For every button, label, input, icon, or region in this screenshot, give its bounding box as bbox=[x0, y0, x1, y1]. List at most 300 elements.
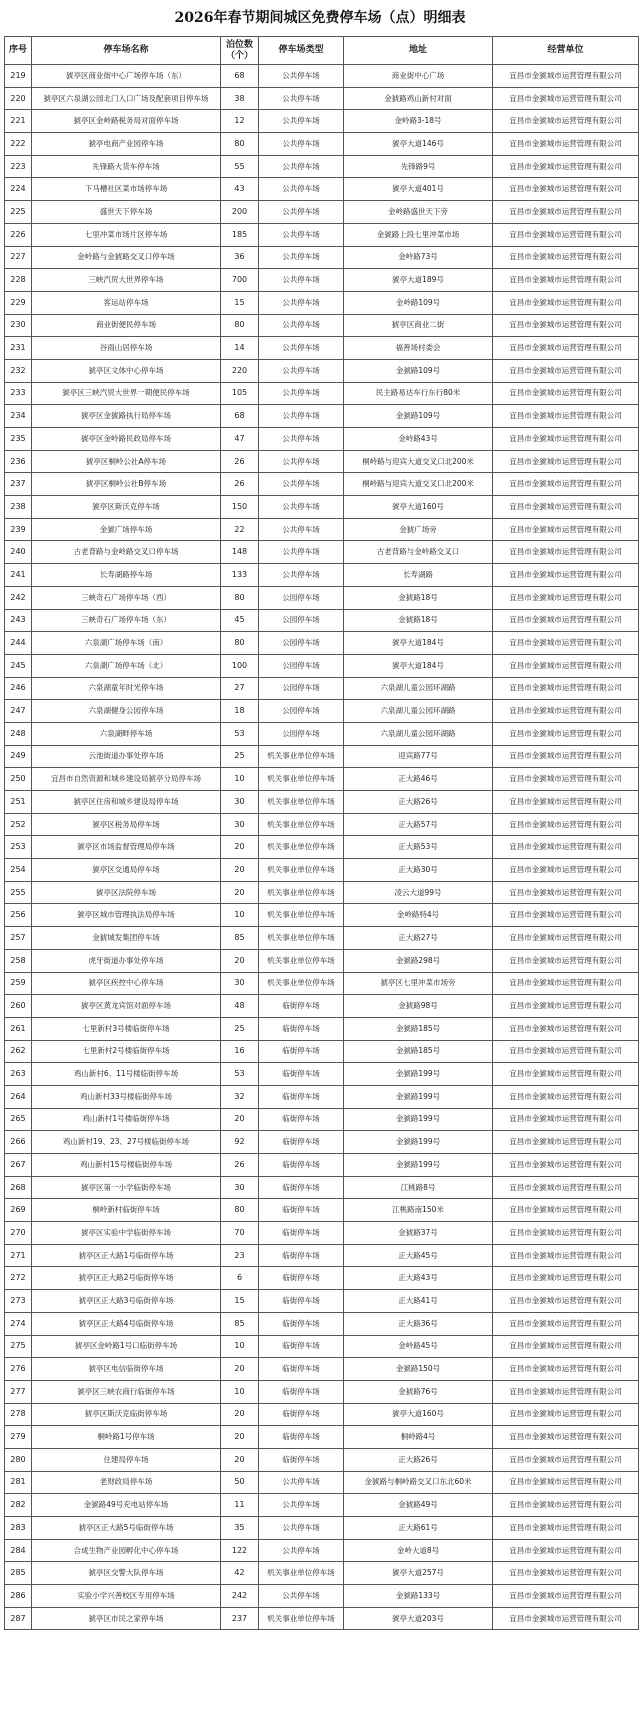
cell-address: 金岭路盛世天下旁 bbox=[344, 201, 493, 224]
table-row bbox=[5, 1017, 639, 1040]
cell-spaces: 43 bbox=[221, 178, 259, 201]
cell-type: 机关事业单位停车场 bbox=[259, 949, 344, 972]
cell-operator: 宜昌市金猇城市运营管理有限公司 bbox=[493, 722, 639, 745]
cell-index: 249 bbox=[5, 745, 32, 768]
cell-index: 286 bbox=[5, 1585, 32, 1608]
cell-operator: 宜昌市金猇城市运营管理有限公司 bbox=[493, 1244, 639, 1267]
cell-operator: 宜昌市金猇城市运营管理有限公司 bbox=[493, 1403, 639, 1426]
table-row bbox=[5, 65, 639, 88]
cell-name: 合成生物产业园孵化中心停车场 bbox=[32, 1539, 221, 1562]
cell-index: 260 bbox=[5, 995, 32, 1018]
header-index: 序号 bbox=[5, 37, 32, 65]
cell-spaces: 45 bbox=[221, 609, 259, 632]
cell-type: 临街停车场 bbox=[259, 1380, 344, 1403]
cell-operator: 宜昌市金猇城市运营管理有限公司 bbox=[493, 1585, 639, 1608]
table-row bbox=[5, 927, 639, 950]
cell-spaces: 10 bbox=[221, 1380, 259, 1403]
cell-type: 公园停车场 bbox=[259, 654, 344, 677]
cell-name: 猇亭区电信临街停车场 bbox=[32, 1358, 221, 1381]
cell-index: 264 bbox=[5, 1085, 32, 1108]
cell-address: 猇亭大道401号 bbox=[344, 178, 493, 201]
table-row bbox=[5, 1040, 639, 1063]
cell-type: 公共停车场 bbox=[259, 473, 344, 496]
table-row bbox=[5, 1312, 639, 1335]
cell-address: 金猇路199号 bbox=[344, 1154, 493, 1177]
cell-index: 243 bbox=[5, 609, 32, 632]
cell-address: 金岭路43号 bbox=[344, 428, 493, 451]
cell-operator: 宜昌市金猇城市运营管理有限公司 bbox=[493, 1131, 639, 1154]
cell-index: 245 bbox=[5, 654, 32, 677]
cell-spaces: 25 bbox=[221, 1017, 259, 1040]
cell-index: 250 bbox=[5, 768, 32, 791]
cell-spaces: 85 bbox=[221, 1312, 259, 1335]
cell-type: 临街停车场 bbox=[259, 995, 344, 1018]
table-row bbox=[5, 813, 639, 836]
table-row bbox=[5, 881, 639, 904]
cell-name: 猇亭区斯沃克停车场 bbox=[32, 496, 221, 519]
cell-spaces: 70 bbox=[221, 1222, 259, 1245]
table-row bbox=[5, 609, 639, 632]
cell-operator: 宜昌市金猇城市运营管理有限公司 bbox=[493, 1607, 639, 1630]
cell-operator: 宜昌市金猇城市运营管理有限公司 bbox=[493, 1199, 639, 1222]
cell-index: 259 bbox=[5, 972, 32, 995]
cell-operator: 宜昌市金猇城市运营管理有限公司 bbox=[493, 1267, 639, 1290]
cell-address: 金岭路73号 bbox=[344, 246, 493, 269]
cell-type: 公共停车场 bbox=[259, 1585, 344, 1608]
cell-index: 244 bbox=[5, 632, 32, 655]
cell-type: 公共停车场 bbox=[259, 359, 344, 382]
cell-spaces: 6 bbox=[221, 1267, 259, 1290]
cell-index: 265 bbox=[5, 1108, 32, 1131]
cell-index: 233 bbox=[5, 382, 32, 405]
cell-index: 252 bbox=[5, 813, 32, 836]
cell-type: 临街停车场 bbox=[259, 1358, 344, 1381]
cell-spaces: 23 bbox=[221, 1244, 259, 1267]
cell-operator: 宜昌市金猇城市运营管理有限公司 bbox=[493, 836, 639, 859]
cell-address: 金岭路45号 bbox=[344, 1335, 493, 1358]
cell-type: 机关事业单位停车场 bbox=[259, 1607, 344, 1630]
table-row bbox=[5, 1517, 639, 1540]
cell-spaces: 20 bbox=[221, 1448, 259, 1471]
cell-index: 227 bbox=[5, 246, 32, 269]
cell-type: 公共停车场 bbox=[259, 337, 344, 360]
cell-spaces: 10 bbox=[221, 904, 259, 927]
cell-name: 猇亭区金岭路税务局对面停车场 bbox=[32, 110, 221, 133]
cell-index: 228 bbox=[5, 269, 32, 292]
cell-type: 公共停车场 bbox=[259, 65, 344, 88]
table-row bbox=[5, 110, 639, 133]
cell-spaces: 105 bbox=[221, 382, 259, 405]
parking-table bbox=[4, 36, 639, 1630]
cell-name: 三峡奇石广场停车场（东） bbox=[32, 609, 221, 632]
cell-operator: 宜昌市金猇城市运营管理有限公司 bbox=[493, 87, 639, 110]
table-row bbox=[5, 1131, 639, 1154]
cell-address: 金猇广场旁 bbox=[344, 518, 493, 541]
cell-operator: 宜昌市金猇城市运营管理有限公司 bbox=[493, 337, 639, 360]
cell-type: 公共停车场 bbox=[259, 428, 344, 451]
cell-type: 公共停车场 bbox=[259, 1517, 344, 1540]
cell-address: 金猇路18号 bbox=[344, 609, 493, 632]
cell-operator: 宜昌市金猇城市运营管理有限公司 bbox=[493, 564, 639, 587]
cell-operator: 宜昌市金猇城市运营管理有限公司 bbox=[493, 405, 639, 428]
cell-operator: 宜昌市金猇城市运营管理有限公司 bbox=[493, 1290, 639, 1313]
cell-address: 猇亭大道184号 bbox=[344, 654, 493, 677]
cell-index: 236 bbox=[5, 450, 32, 473]
cell-type: 临街停车场 bbox=[259, 1403, 344, 1426]
cell-name: 金猇路49号充电站停车场 bbox=[32, 1494, 221, 1517]
cell-operator: 宜昌市金猇城市运营管理有限公司 bbox=[493, 1063, 639, 1086]
cell-type: 公共停车场 bbox=[259, 518, 344, 541]
cell-spaces: 242 bbox=[221, 1585, 259, 1608]
cell-type: 临街停车场 bbox=[259, 1017, 344, 1040]
cell-address: 金岭路109号 bbox=[344, 291, 493, 314]
cell-address: 金猇路鸡山新村对面 bbox=[344, 87, 493, 110]
cell-spaces: 35 bbox=[221, 1517, 259, 1540]
cell-name: 六泉湖畔停车场 bbox=[32, 722, 221, 745]
cell-name: 宜昌市自然资源和城乡建设局猇亭分局停车场 bbox=[32, 768, 221, 791]
cell-type: 公共停车场 bbox=[259, 87, 344, 110]
cell-operator: 宜昌市金猇城市运营管理有限公司 bbox=[493, 291, 639, 314]
cell-address: 金猇路上段七里冲菜市场 bbox=[344, 223, 493, 246]
cell-spaces: 20 bbox=[221, 1358, 259, 1381]
cell-name: 猇亭区市民之家停车场 bbox=[32, 1607, 221, 1630]
cell-address: 猇亭大道160号 bbox=[344, 496, 493, 519]
cell-type: 机关事业单位停车场 bbox=[259, 836, 344, 859]
cell-index: 230 bbox=[5, 314, 32, 337]
cell-index: 278 bbox=[5, 1403, 32, 1426]
cell-name: 猇亭区三峡汽贸大世界一期便民停车场 bbox=[32, 382, 221, 405]
cell-name: 猇亭电商产业园停车场 bbox=[32, 133, 221, 156]
cell-operator: 宜昌市金猇城市运营管理有限公司 bbox=[493, 201, 639, 224]
cell-address: 金猇路109号 bbox=[344, 359, 493, 382]
table-row bbox=[5, 428, 639, 451]
cell-operator: 宜昌市金猇城市运营管理有限公司 bbox=[493, 745, 639, 768]
cell-name: 住建局停车场 bbox=[32, 1448, 221, 1471]
cell-type: 机关事业单位停车场 bbox=[259, 881, 344, 904]
cell-type: 公共停车场 bbox=[259, 133, 344, 156]
table-row bbox=[5, 745, 639, 768]
cell-spaces: 50 bbox=[221, 1471, 259, 1494]
cell-address: 金猇路185号 bbox=[344, 1017, 493, 1040]
table-row bbox=[5, 541, 639, 564]
table-row bbox=[5, 178, 639, 201]
cell-spaces: 12 bbox=[221, 110, 259, 133]
cell-name: 老财政局停车场 bbox=[32, 1471, 221, 1494]
cell-address: 桐岭路4号 bbox=[344, 1426, 493, 1449]
cell-operator: 宜昌市金猇城市运营管理有限公司 bbox=[493, 450, 639, 473]
cell-operator: 宜昌市金猇城市运营管理有限公司 bbox=[493, 359, 639, 382]
cell-address: 猇亭大道160号 bbox=[344, 1403, 493, 1426]
cell-operator: 宜昌市金猇城市运营管理有限公司 bbox=[493, 1494, 639, 1517]
cell-operator: 宜昌市金猇城市运营管理有限公司 bbox=[493, 1176, 639, 1199]
cell-address: 商业街中心广场 bbox=[344, 65, 493, 88]
cell-name: 盛世天下停车场 bbox=[32, 201, 221, 224]
cell-spaces: 10 bbox=[221, 1335, 259, 1358]
cell-index: 263 bbox=[5, 1063, 32, 1086]
cell-operator: 宜昌市金猇城市运营管理有限公司 bbox=[493, 927, 639, 950]
table-row bbox=[5, 1290, 639, 1313]
cell-spaces: 80 bbox=[221, 133, 259, 156]
cell-name: 猇亭区疾控中心停车场 bbox=[32, 972, 221, 995]
cell-operator: 宜昌市金猇城市运营管理有限公司 bbox=[493, 768, 639, 791]
cell-type: 公共停车场 bbox=[259, 246, 344, 269]
cell-address: 桐岭路与迎宾大道交叉口北200米 bbox=[344, 473, 493, 496]
cell-type: 公共停车场 bbox=[259, 382, 344, 405]
cell-type: 公共停车场 bbox=[259, 110, 344, 133]
cell-operator: 宜昌市金猇城市运营管理有限公司 bbox=[493, 1380, 639, 1403]
cell-index: 221 bbox=[5, 110, 32, 133]
cell-name: 谷雨山居停车场 bbox=[32, 337, 221, 360]
cell-type: 公共停车场 bbox=[259, 1471, 344, 1494]
cell-spaces: 36 bbox=[221, 246, 259, 269]
cell-index: 257 bbox=[5, 927, 32, 950]
cell-type: 公共停车场 bbox=[259, 291, 344, 314]
cell-index: 251 bbox=[5, 791, 32, 814]
cell-index: 276 bbox=[5, 1358, 32, 1381]
cell-address: 六泉湖儿童公园环湖路 bbox=[344, 700, 493, 723]
cell-name: 三峡奇石广场停车场（西） bbox=[32, 586, 221, 609]
cell-address: 金猇路109号 bbox=[344, 405, 493, 428]
cell-type: 临街停车场 bbox=[259, 1040, 344, 1063]
cell-operator: 宜昌市金猇城市运营管理有限公司 bbox=[493, 654, 639, 677]
cell-index: 261 bbox=[5, 1017, 32, 1040]
cell-spaces: 133 bbox=[221, 564, 259, 587]
cell-index: 262 bbox=[5, 1040, 32, 1063]
cell-operator: 宜昌市金猇城市运营管理有限公司 bbox=[493, 859, 639, 882]
cell-operator: 宜昌市金猇城市运营管理有限公司 bbox=[493, 223, 639, 246]
cell-index: 237 bbox=[5, 473, 32, 496]
page-title: 2026年春节期间城区免费停车场（点）明细表 bbox=[174, 10, 466, 26]
table-row bbox=[5, 1539, 639, 1562]
table-row bbox=[5, 314, 639, 337]
cell-index: 281 bbox=[5, 1471, 32, 1494]
cell-name: 猇亭区交通局停车场 bbox=[32, 859, 221, 882]
cell-operator: 宜昌市金猇城市运营管理有限公司 bbox=[493, 609, 639, 632]
cell-operator: 宜昌市金猇城市运营管理有限公司 bbox=[493, 1108, 639, 1131]
table-row bbox=[5, 133, 639, 156]
cell-operator: 宜昌市金猇城市运营管理有限公司 bbox=[493, 110, 639, 133]
cell-spaces: 85 bbox=[221, 927, 259, 950]
cell-name: 桐岭路1号停车场 bbox=[32, 1426, 221, 1449]
cell-index: 246 bbox=[5, 677, 32, 700]
cell-spaces: 30 bbox=[221, 813, 259, 836]
cell-address: 金猇路199号 bbox=[344, 1108, 493, 1131]
cell-spaces: 30 bbox=[221, 1176, 259, 1199]
cell-spaces: 48 bbox=[221, 995, 259, 1018]
table-row bbox=[5, 1494, 639, 1517]
cell-operator: 宜昌市金猇城市运营管理有限公司 bbox=[493, 791, 639, 814]
cell-name: 猇亭区六泉湖公园北门入口广场及配套项目停车场 bbox=[32, 87, 221, 110]
cell-name: 猇亭区桐岭公社A停车场 bbox=[32, 450, 221, 473]
cell-address: 桐岭路与迎宾大道交叉口北200米 bbox=[344, 450, 493, 473]
cell-index: 223 bbox=[5, 155, 32, 178]
cell-address: 金猇路49号 bbox=[344, 1494, 493, 1517]
cell-operator: 宜昌市金猇城市运营管理有限公司 bbox=[493, 1085, 639, 1108]
header-type: 停车场类型 bbox=[259, 37, 344, 65]
cell-spaces: 38 bbox=[221, 87, 259, 110]
cell-type: 临街停车场 bbox=[259, 1131, 344, 1154]
cell-index: 282 bbox=[5, 1494, 32, 1517]
table-row bbox=[5, 405, 639, 428]
cell-index: 287 bbox=[5, 1607, 32, 1630]
header-address: 地址 bbox=[344, 37, 493, 65]
cell-address: 猇亭大道146号 bbox=[344, 133, 493, 156]
cell-address: 正大路53号 bbox=[344, 836, 493, 859]
cell-type: 临街停车场 bbox=[259, 1244, 344, 1267]
cell-operator: 宜昌市金猇城市运营管理有限公司 bbox=[493, 496, 639, 519]
table-row bbox=[5, 337, 639, 360]
cell-name: 长寿湖路停车场 bbox=[32, 564, 221, 587]
cell-operator: 宜昌市金猇城市运营管理有限公司 bbox=[493, 1335, 639, 1358]
cell-name: 六泉湖广场停车场（南） bbox=[32, 632, 221, 655]
cell-address: 江桃路8号 bbox=[344, 1176, 493, 1199]
table-row bbox=[5, 1176, 639, 1199]
table-row bbox=[5, 359, 639, 382]
cell-address: 正大路43号 bbox=[344, 1267, 493, 1290]
cell-address: 猇亭大道203号 bbox=[344, 1607, 493, 1630]
cell-index: 275 bbox=[5, 1335, 32, 1358]
cell-address: 金岭路3-18号 bbox=[344, 110, 493, 133]
cell-operator: 宜昌市金猇城市运营管理有限公司 bbox=[493, 1539, 639, 1562]
cell-address: 六泉湖儿童公园环湖路 bbox=[344, 722, 493, 745]
cell-operator: 宜昌市金猇城市运营管理有限公司 bbox=[493, 949, 639, 972]
cell-index: 284 bbox=[5, 1539, 32, 1562]
cell-address: 猇亭大道189号 bbox=[344, 269, 493, 292]
table-row bbox=[5, 949, 639, 972]
cell-spaces: 18 bbox=[221, 700, 259, 723]
cell-operator: 宜昌市金猇城市运营管理有限公司 bbox=[493, 65, 639, 88]
cell-name: 猇亭区文体中心停车场 bbox=[32, 359, 221, 382]
cell-spaces: 30 bbox=[221, 791, 259, 814]
cell-type: 公共停车场 bbox=[259, 201, 344, 224]
cell-spaces: 55 bbox=[221, 155, 259, 178]
cell-address: 福善场村委会 bbox=[344, 337, 493, 360]
cell-index: 240 bbox=[5, 541, 32, 564]
cell-operator: 宜昌市金猇城市运营管理有限公司 bbox=[493, 995, 639, 1018]
cell-address: 猇亭区商业二街 bbox=[344, 314, 493, 337]
cell-address: 正大路46号 bbox=[344, 768, 493, 791]
cell-index: 229 bbox=[5, 291, 32, 314]
table-row bbox=[5, 1607, 639, 1630]
table-row bbox=[5, 473, 639, 496]
cell-spaces: 47 bbox=[221, 428, 259, 451]
table-row bbox=[5, 586, 639, 609]
cell-name: 猇亭区斯沃克临街停车场 bbox=[32, 1403, 221, 1426]
cell-index: 272 bbox=[5, 1267, 32, 1290]
cell-type: 公共停车场 bbox=[259, 314, 344, 337]
table-row bbox=[5, 1585, 639, 1608]
cell-address: 金猇路与桐岭路交叉口东北60米 bbox=[344, 1471, 493, 1494]
cell-operator: 宜昌市金猇城市运营管理有限公司 bbox=[493, 1358, 639, 1381]
table-row bbox=[5, 632, 639, 655]
cell-name: 金猇广场停车场 bbox=[32, 518, 221, 541]
table-row bbox=[5, 1471, 639, 1494]
cell-address: 猇亭区七里冲菜市场旁 bbox=[344, 972, 493, 995]
cell-address: 金猇路18号 bbox=[344, 586, 493, 609]
cell-address: 金岭路特4号 bbox=[344, 904, 493, 927]
cell-index: 273 bbox=[5, 1290, 32, 1313]
cell-address: 正大路45号 bbox=[344, 1244, 493, 1267]
cell-type: 机关事业单位停车场 bbox=[259, 904, 344, 927]
cell-name: 鸡山新村33号楼临街停车场 bbox=[32, 1085, 221, 1108]
cell-spaces: 68 bbox=[221, 65, 259, 88]
cell-index: 231 bbox=[5, 337, 32, 360]
cell-type: 公共停车场 bbox=[259, 178, 344, 201]
cell-spaces: 68 bbox=[221, 405, 259, 428]
cell-name: 猇亭区商业街中心广场停车场（东） bbox=[32, 65, 221, 88]
cell-type: 临街停车场 bbox=[259, 1176, 344, 1199]
cell-name: 猇亭区黄龙宾馆对面停车场 bbox=[32, 995, 221, 1018]
cell-name: 鸡山新村19、23、27号楼临街停车场 bbox=[32, 1131, 221, 1154]
cell-operator: 宜昌市金猇城市运营管理有限公司 bbox=[493, 700, 639, 723]
header-spaces: 泊位数 （个） bbox=[221, 37, 259, 65]
cell-index: 239 bbox=[5, 518, 32, 541]
cell-name: 猇亭区正大路1号临街停车场 bbox=[32, 1244, 221, 1267]
cell-name: 云池街道办事处停车场 bbox=[32, 745, 221, 768]
table-row bbox=[5, 972, 639, 995]
cell-spaces: 26 bbox=[221, 450, 259, 473]
cell-type: 公共停车场 bbox=[259, 496, 344, 519]
cell-spaces: 92 bbox=[221, 1131, 259, 1154]
cell-spaces: 100 bbox=[221, 654, 259, 677]
cell-index: 279 bbox=[5, 1426, 32, 1449]
table-row bbox=[5, 1426, 639, 1449]
cell-index: 253 bbox=[5, 836, 32, 859]
cell-operator: 宜昌市金猇城市运营管理有限公司 bbox=[493, 1471, 639, 1494]
cell-spaces: 148 bbox=[221, 541, 259, 564]
cell-type: 机关事业单位停车场 bbox=[259, 768, 344, 791]
cell-index: 280 bbox=[5, 1448, 32, 1471]
cell-index: 219 bbox=[5, 65, 32, 88]
cell-type: 机关事业单位停车场 bbox=[259, 745, 344, 768]
cell-address: 古老背路与金岭路交叉口 bbox=[344, 541, 493, 564]
cell-type: 公共停车场 bbox=[259, 1494, 344, 1517]
cell-spaces: 700 bbox=[221, 269, 259, 292]
cell-operator: 宜昌市金猇城市运营管理有限公司 bbox=[493, 1040, 639, 1063]
cell-address: 正大路57号 bbox=[344, 813, 493, 836]
cell-index: 283 bbox=[5, 1517, 32, 1540]
cell-address: 凌云大道99号 bbox=[344, 881, 493, 904]
cell-type: 临街停车场 bbox=[259, 1063, 344, 1086]
cell-spaces: 122 bbox=[221, 1539, 259, 1562]
cell-index: 224 bbox=[5, 178, 32, 201]
table-row bbox=[5, 1380, 639, 1403]
cell-type: 临街停车场 bbox=[259, 1199, 344, 1222]
cell-index: 269 bbox=[5, 1199, 32, 1222]
cell-index: 274 bbox=[5, 1312, 32, 1335]
cell-name: 六泉湖童年时光停车场 bbox=[32, 677, 221, 700]
cell-type: 临街停车场 bbox=[259, 1154, 344, 1177]
cell-index: 220 bbox=[5, 87, 32, 110]
cell-address: 金猇路133号 bbox=[344, 1585, 493, 1608]
cell-name: 鸡山新村6、11号楼临街停车场 bbox=[32, 1063, 221, 1086]
cell-name: 六泉湖健身公园停车场 bbox=[32, 700, 221, 723]
cell-type: 机关事业单位停车场 bbox=[259, 791, 344, 814]
cell-operator: 宜昌市金猇城市运营管理有限公司 bbox=[493, 1562, 639, 1585]
cell-operator: 宜昌市金猇城市运营管理有限公司 bbox=[493, 178, 639, 201]
cell-address: 正大路30号 bbox=[344, 859, 493, 882]
cell-operator: 宜昌市金猇城市运营管理有限公司 bbox=[493, 314, 639, 337]
cell-type: 公共停车场 bbox=[259, 155, 344, 178]
cell-index: 234 bbox=[5, 405, 32, 428]
cell-address: 猇亭大道257号 bbox=[344, 1562, 493, 1585]
cell-address: 长寿湖路 bbox=[344, 564, 493, 587]
cell-operator: 宜昌市金猇城市运营管理有限公司 bbox=[493, 1154, 639, 1177]
cell-spaces: 10 bbox=[221, 768, 259, 791]
table-body bbox=[5, 65, 639, 1630]
cell-type: 临街停车场 bbox=[259, 1222, 344, 1245]
cell-operator: 宜昌市金猇城市运营管理有限公司 bbox=[493, 813, 639, 836]
